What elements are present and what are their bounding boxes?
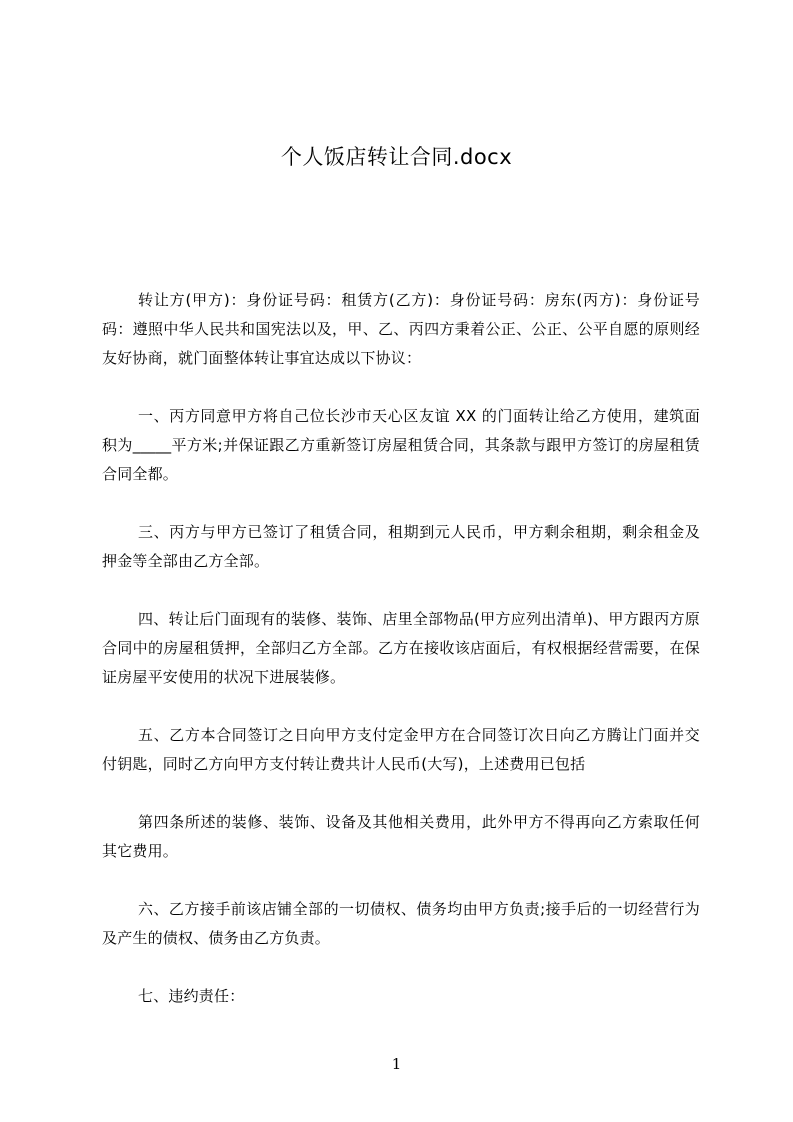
paragraph-clause-3: 三、丙方与甲方已签订了租赁合同，租期到元人民币，甲方剩余租期，剩余租金及押金等全部由乙方全部。 bbox=[102, 523, 700, 570]
document-body bbox=[102, 286, 700, 1040]
paragraph-parties: 转让方(甲方)：身份证号码：租赁方(乙方)：身份证号码：房东(丙方)：身份证号码：遵照中华人民共和国宪法以及，甲、乙、丙四方秉着公正、公正、公平自愿的原则经友好协商，就门面整体转让事宜达成以下协议： bbox=[102, 291, 700, 367]
paragraph-clause-1: 一、丙方同意甲方将自己位长沙市天心区友谊 XX 的门面转让给乙方使用，建筑面积为_____平方米;并保证跟乙方重新签订房屋租赁合同，其条款与跟甲方签订的房屋租赁合同全都。 bbox=[102, 407, 700, 483]
paragraph-clause-4: 四、转让后门面现有的装修、装饰、店里全部物品(甲方应列出清单)、甲方跟丙方原合同中的房屋租赁押，全部归乙方全部。乙方在接收该店面后，有权根据经营需要，在保证房屋平安使用的状况下进展装修。 bbox=[102, 610, 700, 686]
page-number: 1 bbox=[391, 1055, 402, 1073]
paragraph-clause-5: 五、乙方本合同签订之日向甲方支付定金甲方在合同签订次日向乙方腾让门面并交付钥匙，同时乙方向甲方支付转让费共计人民币(大写)，上述费用已包括 bbox=[102, 726, 700, 773]
paragraph-clause-7: 七、违约责任： bbox=[138, 987, 245, 1005]
paragraph-clause-5-continued: 第四条所述的装修、装饰、设备及其他相关费用，此外甲方不得再向乙方索取任何其它费用。 bbox=[102, 813, 700, 860]
document-title: 个人饭店转让合同.docx bbox=[280, 145, 513, 169]
paragraph-clause-6: 六、乙方接手前该店铺全部的一切债权、债务均由甲方负责;接手后的一切经营行为及产生的债权、债务由乙方负责。 bbox=[102, 900, 700, 947]
